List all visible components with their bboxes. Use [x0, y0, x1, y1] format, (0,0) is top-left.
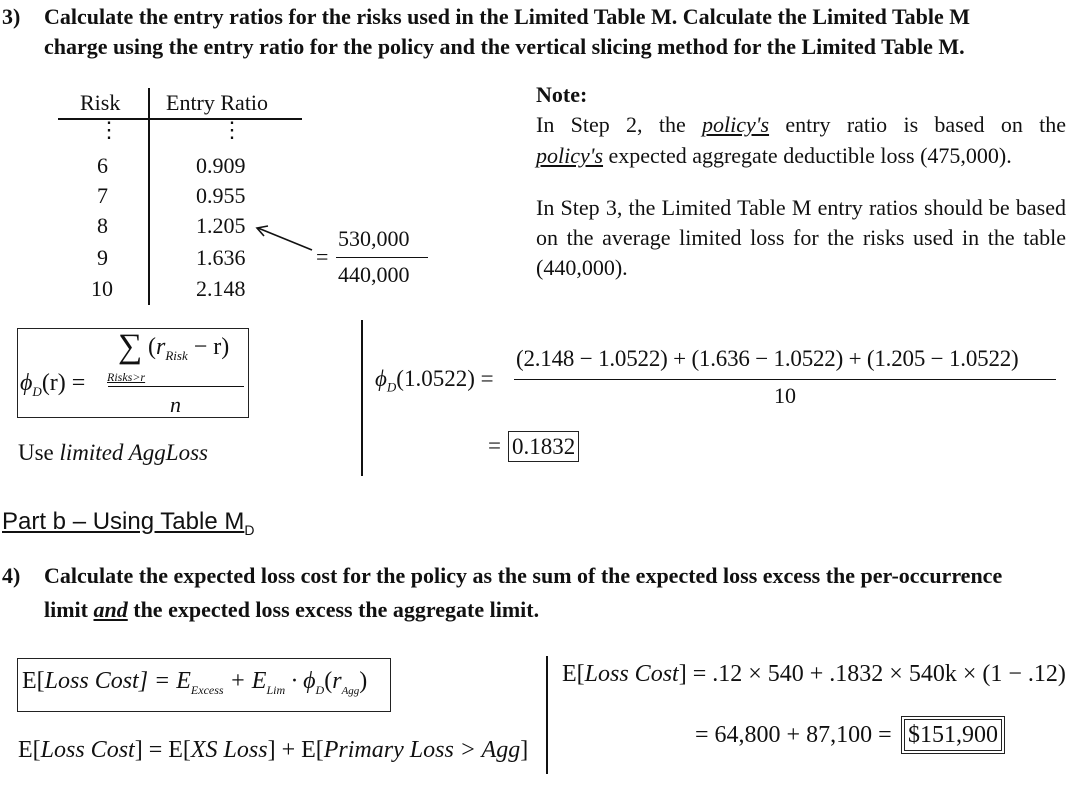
- fraction-denominator: 440,000: [338, 262, 410, 287]
- calc-numerator: (2.148 − 1.0522) + (1.636 − 1.0522) + (1.205 − 1.0522): [516, 346, 1019, 371]
- q4-text-line1: Calculate the expected loss cost for the policy as the sum of the expected loss excess the per-occurrence: [44, 563, 1003, 588]
- table-row-risk: 6: [97, 153, 108, 178]
- loss-cost-calc-line2: = 64,800 + 87,100 =: [695, 722, 892, 748]
- loss-cost-calc-line1: E[Loss Cost] = .12 × 540 + .1832 × 540k × (1 − .12): [562, 661, 1066, 687]
- q3-number: 3): [2, 4, 21, 29]
- arrow-icon: [250, 220, 320, 260]
- table-header-entry-ratio: Entry Ratio: [166, 90, 269, 115]
- q3-text-line2: charge using the entry ratio for the policy and the vertical slicing method for the Limited Table M.: [44, 34, 965, 59]
- calc-lhs: $\phi_D(1.0522)$ =: [375, 366, 494, 395]
- sum-body: $(r_{Risk} - r)$: [148, 334, 230, 363]
- table-row-risk: 9: [97, 245, 108, 270]
- part-b-heading: Part b – Using Table $M_D$: [2, 508, 255, 538]
- table-row-ratio: 0.955: [196, 183, 246, 208]
- note-paragraph2: In Step 3, the Limited Table M entry ratios should be based on the average limited loss for the risks used in the table (440,000).: [536, 195, 1066, 280]
- sum-under-label: Risks>r: [107, 370, 146, 384]
- table-row-ratio: 1.205: [196, 213, 246, 238]
- q4-text-line2: limit and the expected loss excess the aggregate limit.: [44, 597, 540, 622]
- sum-symbol: ∑: [118, 328, 143, 365]
- table-row-ratio: 0.909: [196, 153, 246, 178]
- fraction-bar: [336, 257, 428, 258]
- phi-formula: [20, 330, 246, 416]
- table-column-rule: [148, 88, 150, 305]
- phi-lhs: $\phi_D(r)$ =: [20, 370, 86, 399]
- calc-fraction-bar: [514, 379, 1056, 380]
- table-header-risk: Risk: [80, 90, 121, 115]
- table-row-ratio: 1.636: [196, 245, 246, 270]
- section-divider: [546, 656, 548, 774]
- loss-cost-formula: E[Loss Cost] = $E_{Excess} + E_{Lim} \cdot \phi_D(r_{Agg})$: [22, 668, 368, 697]
- table-row-risk: 10: [91, 276, 113, 301]
- calc-result-box: 0.1832: [508, 431, 579, 462]
- note-title: Note:: [536, 82, 588, 107]
- loss-cost-decomposition: E[Loss Cost] = E[XS Loss] + E[Primary Loss > Agg]: [18, 737, 529, 763]
- table-ellipsis-ratio: ⋮: [221, 117, 243, 142]
- table-row-risk: 8: [97, 213, 108, 238]
- calc-denominator: 10: [774, 383, 796, 408]
- use-limited-aggloss: Use limited AggLoss: [18, 440, 208, 465]
- fraction-equals: =: [316, 244, 329, 269]
- and-emphasis: and: [93, 597, 128, 622]
- table-header-rule: [58, 118, 302, 120]
- table-row-risk: 7: [97, 183, 108, 208]
- q3-text-line1: Calculate the entry ratios for the risks used in the Limited Table M. Calculate the Limited Table M: [44, 4, 971, 29]
- fraction-numerator: 530,000: [338, 226, 410, 251]
- note-paragraph1-line2: policy's expected aggregate deductible loss (475,000).: [536, 143, 1012, 168]
- policy-emphasis: policy's: [702, 112, 770, 137]
- loss-cost-result-box: $151,900: [904, 719, 1002, 751]
- table-ellipsis-risk: ⋮: [98, 117, 120, 142]
- phi-denominator: n: [170, 392, 181, 417]
- calc-result-equals: =: [488, 433, 501, 458]
- policy-emphasis: policy's: [536, 143, 604, 168]
- q4-number: 4): [2, 563, 21, 588]
- note-paragraph1-line1: In Step 2, the policy's entry ratio is based on the: [536, 112, 1066, 137]
- table-row-ratio: 2.148: [196, 276, 246, 301]
- phi-fraction-bar: [108, 386, 244, 387]
- section-divider: [361, 320, 363, 476]
